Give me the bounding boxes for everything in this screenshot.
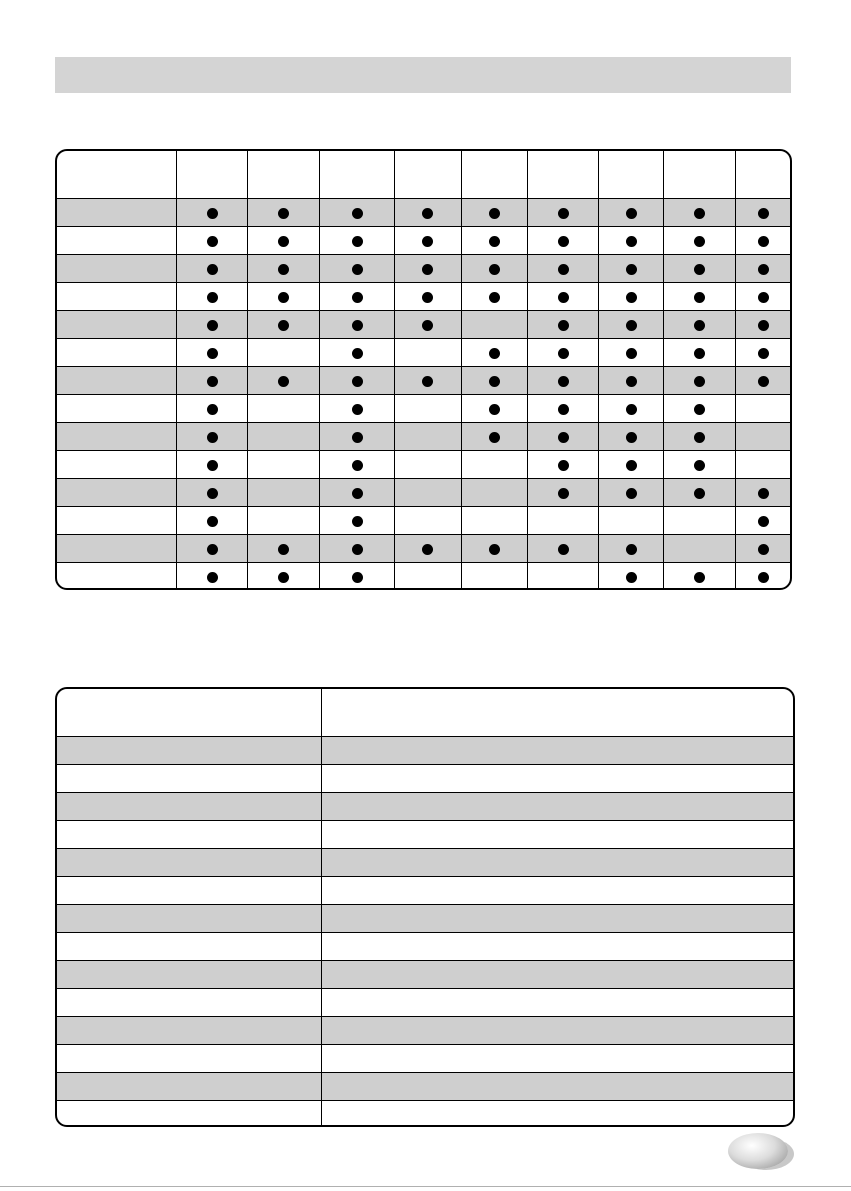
option-available-dot xyxy=(558,544,569,555)
option-available-dot xyxy=(558,292,569,303)
option-available-dot xyxy=(352,544,363,555)
option-available-dot xyxy=(422,544,433,555)
option-available-dot xyxy=(558,404,569,415)
option-available-dot xyxy=(694,572,705,583)
option-available-dot xyxy=(278,208,289,219)
option-available-dot xyxy=(626,376,637,387)
option-available-dot xyxy=(489,348,500,359)
option-available-dot xyxy=(278,572,289,583)
option-available-dot xyxy=(207,544,218,555)
section-title-bar xyxy=(55,57,791,93)
table-row xyxy=(57,282,790,311)
option-available-dot xyxy=(207,208,218,219)
option-available-dot xyxy=(694,404,705,415)
table-row xyxy=(57,422,790,451)
option-available-dot xyxy=(558,320,569,331)
option-available-dot xyxy=(278,236,289,247)
option-available-dot xyxy=(352,404,363,415)
table-row xyxy=(57,226,790,255)
option-available-dot xyxy=(694,292,705,303)
option-available-dot xyxy=(352,376,363,387)
option-available-dot xyxy=(758,320,769,331)
option-available-dot xyxy=(626,460,637,471)
option-available-dot xyxy=(207,404,218,415)
option-available-dot xyxy=(694,488,705,499)
option-available-dot xyxy=(626,432,637,443)
option-available-dot xyxy=(278,320,289,331)
column-divider xyxy=(735,151,736,588)
option-available-dot xyxy=(422,292,433,303)
option-available-dot xyxy=(422,208,433,219)
table-row xyxy=(57,254,790,283)
table-row xyxy=(57,198,790,227)
option-available-dot xyxy=(352,488,363,499)
column-divider xyxy=(598,151,599,588)
option-available-dot xyxy=(489,208,500,219)
page-bottom-rule xyxy=(0,1186,851,1187)
option-available-dot xyxy=(352,460,363,471)
table-row xyxy=(57,876,793,905)
option-available-dot xyxy=(207,572,218,583)
option-available-dot xyxy=(694,376,705,387)
table-row xyxy=(57,506,790,535)
option-available-dot xyxy=(207,516,218,527)
option-available-dot xyxy=(489,236,500,247)
option-available-dot xyxy=(489,432,500,443)
option-available-dot xyxy=(694,460,705,471)
option-available-dot xyxy=(558,348,569,359)
table-row xyxy=(57,366,790,395)
option-available-dot xyxy=(694,320,705,331)
option-available-dot xyxy=(626,292,637,303)
program-options-table xyxy=(55,149,792,590)
table-row xyxy=(57,534,790,563)
option-available-dot xyxy=(758,376,769,387)
table-row xyxy=(57,904,793,933)
table-row xyxy=(57,394,790,423)
option-available-dot xyxy=(278,292,289,303)
option-available-dot xyxy=(352,208,363,219)
column-divider xyxy=(321,689,322,1125)
table-row xyxy=(57,1072,793,1101)
option-available-dot xyxy=(422,236,433,247)
option-available-dot xyxy=(758,572,769,583)
option-available-dot xyxy=(758,544,769,555)
table-row xyxy=(57,1100,793,1127)
option-available-dot xyxy=(207,488,218,499)
option-available-dot xyxy=(489,292,500,303)
table-row xyxy=(57,764,793,793)
table-row xyxy=(57,848,793,877)
page-number-badge xyxy=(728,1133,788,1169)
option-available-dot xyxy=(352,292,363,303)
option-available-dot xyxy=(352,432,363,443)
option-available-dot xyxy=(207,432,218,443)
option-available-dot xyxy=(626,320,637,331)
table-row xyxy=(57,960,793,989)
option-available-dot xyxy=(489,264,500,275)
column-divider xyxy=(176,151,177,588)
option-available-dot xyxy=(694,432,705,443)
option-available-dot xyxy=(758,488,769,499)
option-available-dot xyxy=(694,348,705,359)
option-available-dot xyxy=(278,376,289,387)
option-available-dot xyxy=(352,264,363,275)
option-available-dot xyxy=(558,376,569,387)
option-available-dot xyxy=(558,236,569,247)
column-divider xyxy=(394,151,395,588)
option-available-dot xyxy=(558,208,569,219)
table-row xyxy=(57,450,790,479)
column-divider xyxy=(461,151,462,588)
column-divider xyxy=(527,151,528,588)
option-available-dot xyxy=(558,264,569,275)
option-available-dot xyxy=(626,404,637,415)
table-row xyxy=(57,932,793,961)
option-available-dot xyxy=(422,320,433,331)
option-available-dot xyxy=(694,208,705,219)
option-available-dot xyxy=(558,432,569,443)
option-available-dot xyxy=(489,544,500,555)
option-available-dot xyxy=(207,264,218,275)
option-available-dot xyxy=(207,460,218,471)
option-available-dot xyxy=(207,236,218,247)
option-available-dot xyxy=(758,516,769,527)
option-available-dot xyxy=(207,376,218,387)
option-available-dot xyxy=(207,320,218,331)
table-row xyxy=(57,310,790,339)
option-available-dot xyxy=(352,320,363,331)
option-available-dot xyxy=(489,376,500,387)
option-available-dot xyxy=(758,208,769,219)
option-available-dot xyxy=(694,236,705,247)
option-available-dot xyxy=(626,488,637,499)
option-available-dot xyxy=(626,348,637,359)
option-available-dot xyxy=(352,572,363,583)
option-available-dot xyxy=(626,572,637,583)
column-divider xyxy=(663,151,664,588)
option-available-dot xyxy=(558,460,569,471)
table-row xyxy=(57,792,793,821)
table-row xyxy=(57,1044,793,1073)
option-available-dot xyxy=(278,264,289,275)
option-available-dot xyxy=(626,544,637,555)
option-available-dot xyxy=(278,544,289,555)
option-available-dot xyxy=(422,264,433,275)
column-divider xyxy=(247,151,248,588)
table-row xyxy=(57,1016,793,1045)
option-available-dot xyxy=(207,292,218,303)
table-row xyxy=(57,736,793,765)
option-available-dot xyxy=(489,404,500,415)
table-row xyxy=(57,478,790,507)
option-available-dot xyxy=(758,264,769,275)
option-available-dot xyxy=(626,264,637,275)
option-available-dot xyxy=(352,348,363,359)
option-available-dot xyxy=(207,348,218,359)
option-available-dot xyxy=(626,236,637,247)
option-available-dot xyxy=(758,236,769,247)
option-available-dot xyxy=(758,348,769,359)
column-divider xyxy=(319,151,320,588)
table-row xyxy=(57,562,790,590)
option-available-dot xyxy=(352,236,363,247)
table-row xyxy=(57,338,790,367)
option-available-dot xyxy=(558,488,569,499)
table-row xyxy=(57,820,793,849)
table-row xyxy=(57,988,793,1017)
option-available-dot xyxy=(626,208,637,219)
option-available-dot xyxy=(422,376,433,387)
option-available-dot xyxy=(758,292,769,303)
option-available-dot xyxy=(352,516,363,527)
specification-table xyxy=(55,687,795,1127)
option-available-dot xyxy=(694,264,705,275)
